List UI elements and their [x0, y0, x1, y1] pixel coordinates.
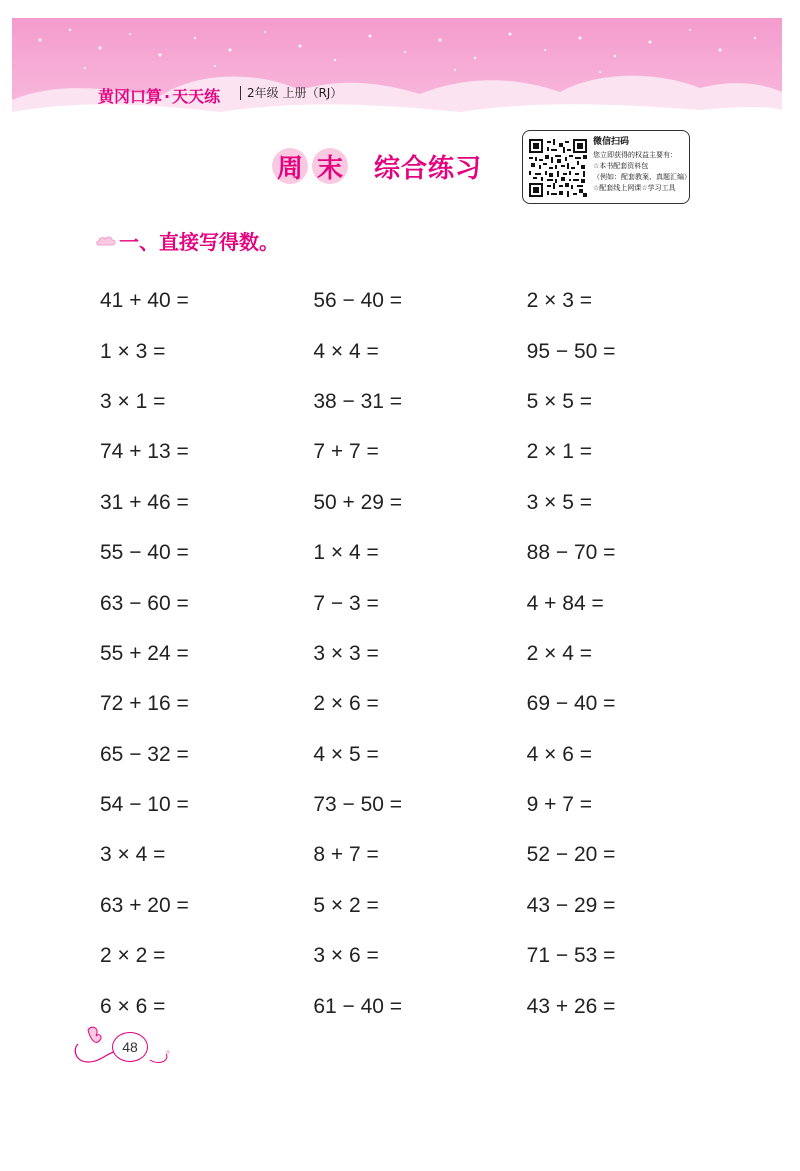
problem-item: 56 − 40 = — [313, 289, 403, 313]
banner-background — [0, 0, 800, 130]
problem-item: 55 + 24 = — [100, 641, 189, 665]
problem-item: 71 − 53 = — [526, 944, 616, 968]
problem-item: 2 × 3 = — [526, 289, 593, 313]
problem-item: 4 + 84 = — [526, 591, 604, 615]
problem-item: 2 × 1 = — [526, 440, 593, 464]
problem-item: 61 − 40 = — [313, 994, 403, 1018]
problem-item: 72 + 16 = — [100, 692, 189, 716]
problem-row — [100, 427, 740, 477]
problem-row — [100, 780, 740, 830]
problem-row — [100, 578, 740, 628]
problem-row — [100, 326, 740, 376]
qr-line-1: 您立即获得的权益主要有： — [593, 151, 677, 159]
brand-logo — [98, 84, 220, 107]
problem-row — [100, 679, 740, 729]
problem-row — [100, 981, 740, 1031]
cloud-icon — [95, 234, 117, 248]
problem-item: 52 − 20 = — [526, 843, 616, 867]
problem-item: 2 × 6 = — [313, 692, 379, 716]
problem-item: 3 × 6 = — [313, 944, 379, 968]
section-heading — [95, 226, 279, 255]
grade-label: 2年级 上册（RJ） — [240, 86, 342, 100]
problem-item: 4 × 4 = — [313, 339, 379, 363]
problem-item: 65 − 32 = — [100, 742, 189, 766]
problem-item: 6 × 6 = — [100, 994, 166, 1018]
qr-title: 微信扫码 — [593, 137, 630, 147]
problem-row — [100, 377, 740, 427]
problem-item: 31 + 46 = — [100, 490, 189, 514]
problem-item: 4 × 6 = — [526, 742, 593, 766]
problem-row — [100, 629, 740, 679]
page-number-area — [70, 1022, 180, 1072]
problem-item: 5 × 5 = — [526, 389, 593, 413]
problem-item: 38 − 31 = — [313, 389, 403, 413]
problem-item: 3 × 1 = — [100, 389, 166, 413]
problem-row — [100, 276, 740, 326]
problem-item: 54 − 10 = — [100, 793, 189, 817]
problem-item: 2 × 4 = — [526, 641, 593, 665]
problem-row — [100, 478, 740, 528]
qr-line-3: （例如：配套教案、真题汇编） — [593, 173, 691, 181]
problem-item: 73 − 50 = — [313, 793, 403, 817]
problem-item: 55 − 40 = — [100, 541, 189, 565]
problems-grid — [100, 276, 740, 1032]
problem-item: 3 × 5 = — [526, 490, 593, 514]
problem-item: 1 × 4 = — [313, 541, 379, 565]
problem-row — [100, 730, 740, 780]
section-title: 一、直接写得数。 — [119, 230, 279, 254]
problem-item: 74 + 13 = — [100, 440, 189, 464]
problem-item: 63 − 60 = — [100, 591, 189, 615]
problem-item: 5 × 2 = — [313, 893, 379, 917]
problem-row — [100, 830, 740, 880]
page-number: 48 — [112, 1032, 148, 1062]
problem-item: 2 × 2 = — [100, 944, 166, 968]
qr-code-box — [522, 130, 690, 204]
brand-left: 黄冈口算 — [98, 87, 163, 106]
problem-item: 50 + 29 = — [313, 490, 403, 514]
problem-row — [100, 931, 740, 981]
title-main: 综合练习 — [374, 153, 483, 184]
page-title — [272, 142, 482, 190]
header-banner — [0, 0, 800, 130]
problem-item: 9 + 7 = — [526, 793, 593, 817]
qr-line-2: ☆本书配套资料包 — [593, 162, 649, 170]
brand-dot: · — [164, 87, 171, 106]
problem-item: 63 + 20 = — [100, 893, 189, 917]
problem-item: 1 × 3 = — [100, 339, 166, 363]
problem-item: 43 + 26 = — [526, 994, 616, 1018]
problem-item: 43 − 29 = — [526, 893, 616, 917]
problem-item: 88 − 70 = — [526, 541, 616, 565]
title-char-2: 末 — [312, 148, 348, 184]
problem-item: 7 + 7 = — [313, 440, 379, 464]
qr-description — [593, 137, 689, 194]
qr-line-4: ☆配套线上网课☆学习工具 — [593, 184, 676, 192]
brand-right: 天天练 — [172, 87, 221, 106]
problem-item: 3 × 3 = — [313, 641, 379, 665]
problem-item: 7 − 3 = — [313, 591, 379, 615]
problem-item: 3 × 4 = — [100, 843, 166, 867]
problem-item: 8 + 7 = — [313, 843, 379, 867]
problem-item: 4 × 5 = — [313, 742, 379, 766]
problem-item: 69 − 40 = — [526, 692, 616, 716]
problem-item: 95 − 50 = — [526, 339, 616, 363]
problem-item: 41 + 40 = — [100, 289, 189, 313]
problem-row — [100, 528, 740, 578]
qr-code-icon[interactable] — [529, 139, 587, 197]
title-char-1: 周 — [272, 148, 308, 184]
problem-row — [100, 881, 740, 931]
